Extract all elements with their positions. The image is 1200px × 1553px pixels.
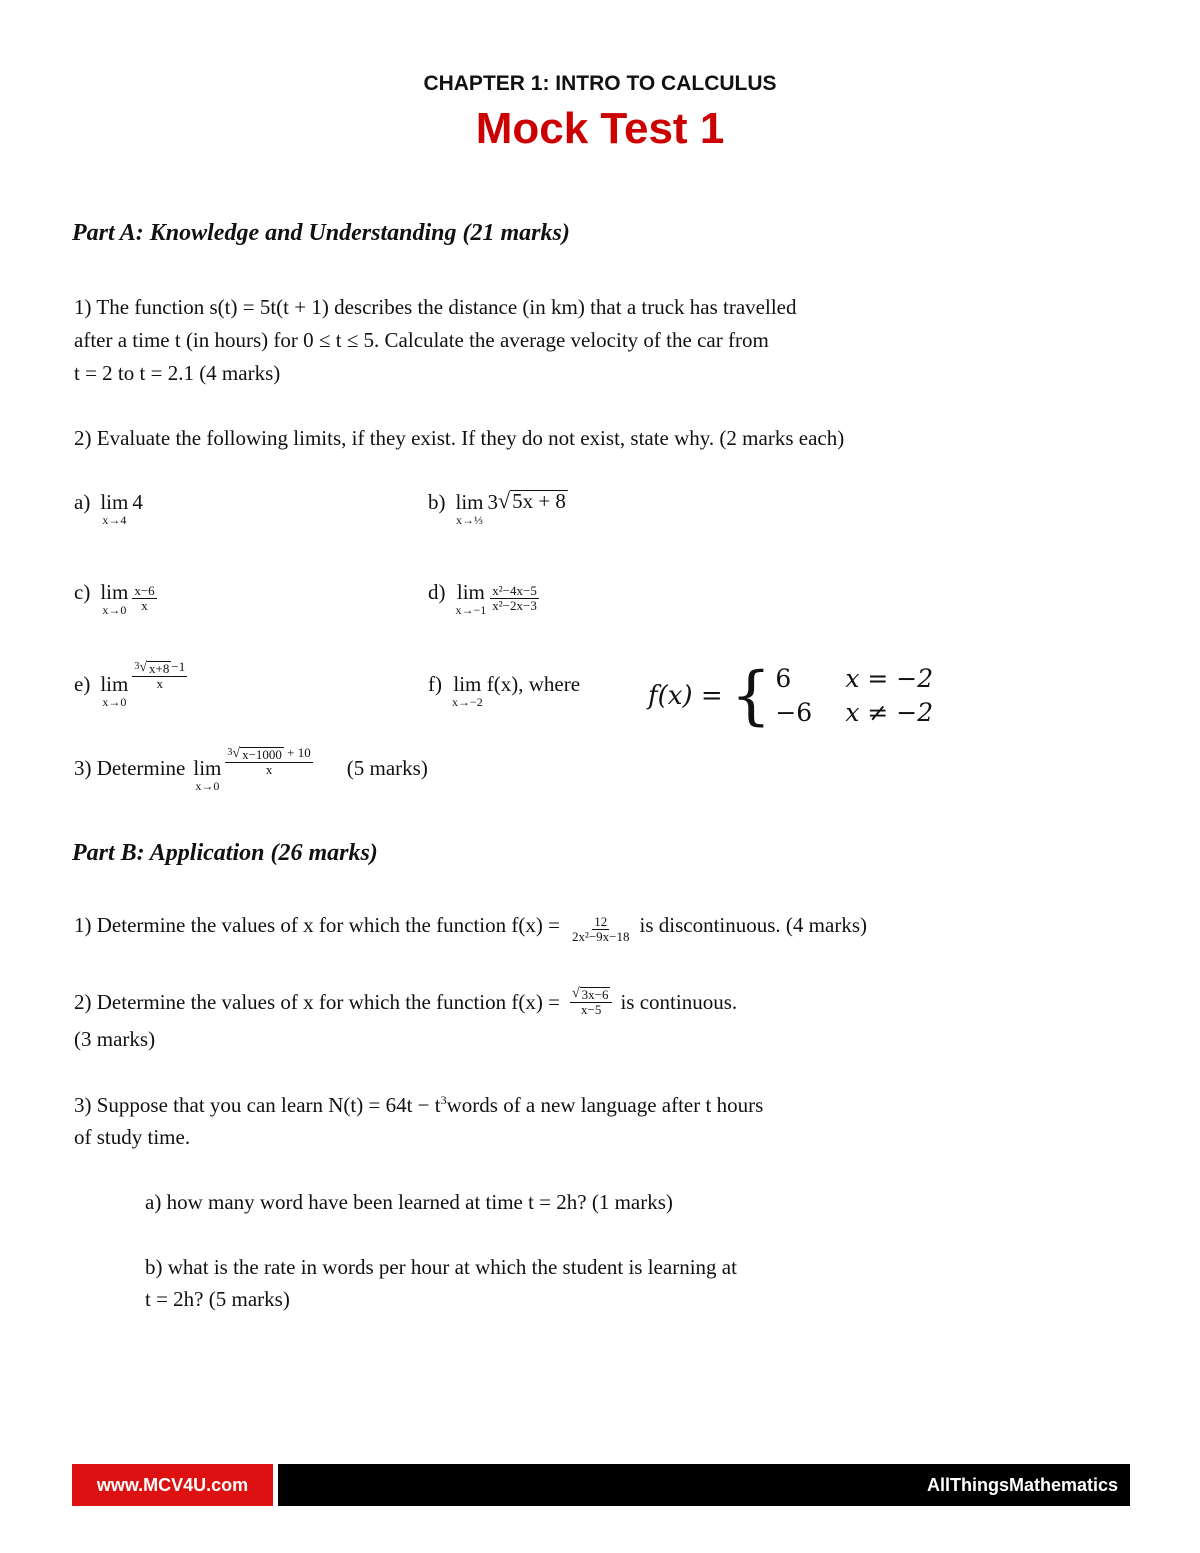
piecewise-function	[648, 659, 934, 733]
footer-brand: AllThingsMathematics	[278, 1464, 1130, 1506]
numerator: $^3$ √ x+8 −1	[134, 659, 186, 676]
a-q1-line2: after a time t (in hours) for 0 ≤ t ≤ 5. Calculate the average velocity of the car from	[74, 328, 769, 352]
numerator: x−6	[134, 583, 155, 598]
page-title: Mock Test 1	[475, 104, 725, 153]
a-q2-prompt: 2) Evaluate the following limits, if they exist. If they do not exist, state why. (2 marks each)	[74, 426, 845, 450]
suffix: is continuous.	[620, 990, 738, 1014]
denominator: x−5	[581, 1002, 602, 1017]
lim-sub: x→0	[195, 779, 220, 793]
suffix: is discontinuous. (4 marks)	[639, 913, 867, 937]
lim-word: lim	[100, 672, 129, 696]
lim-word: lim	[456, 580, 485, 604]
lim-sub: x→0	[102, 603, 127, 617]
lim-word: lim	[100, 580, 129, 604]
lim-word: lim	[100, 490, 129, 514]
sqrt: √ 5x + 8	[498, 488, 566, 513]
chapter-heading: CHAPTER 1: INTRO TO CALCULUS	[423, 72, 777, 95]
prefix: 3) Determine	[74, 756, 186, 780]
b-q3-b-line1: b) what is the rate in words per hour at which the student is learning at	[145, 1255, 737, 1279]
label: f)	[428, 672, 442, 696]
case2-condition: x ≠ −2	[845, 698, 934, 727]
lim-sub: x→0	[102, 695, 127, 709]
denominator: x	[141, 598, 148, 613]
a-q1-line3: t = 2 to t = 2.1 (4 marks)	[74, 361, 281, 385]
left-brace-icon: {	[730, 659, 772, 733]
b-q3-a: a) how many word have been learned at time t = 2h? (1 marks)	[145, 1190, 673, 1214]
lim-word: lim	[453, 672, 482, 696]
limit-c	[74, 580, 157, 616]
b-q3-line2: of study time.	[74, 1125, 191, 1149]
b-q1	[74, 913, 867, 944]
limit-a	[74, 490, 143, 526]
label: d)	[428, 580, 446, 604]
label: a)	[74, 490, 91, 514]
lim-sub: x→−2	[452, 695, 483, 709]
b-q3-line1: 3) Suppose that you can learn $N(t) = 64t - t^3words$ of a new language after t hours	[74, 1093, 764, 1117]
denominator: x	[265, 762, 273, 777]
radicand: 5x + 8	[512, 489, 566, 513]
expr: 4	[132, 490, 143, 514]
denominator: x	[156, 676, 164, 691]
lim-word: lim	[455, 490, 484, 514]
lim-sub: x→⅓	[456, 513, 483, 527]
prefix: 1) Determine the values of x for which the function f(x) =	[74, 913, 560, 937]
expr: f(x), where	[486, 672, 581, 696]
a-q3	[74, 745, 428, 793]
label: b)	[428, 490, 446, 514]
lim-sub: x→−1	[455, 603, 487, 617]
numerator: x²−4x−5	[492, 583, 537, 598]
prefix: 2) Determine the values of x for which the function f(x) =	[74, 990, 560, 1014]
label: e)	[74, 672, 91, 696]
limit-e	[74, 659, 187, 709]
fx-label: f(x) =	[648, 681, 723, 711]
part-b-heading: Part B: Application (26 marks)	[72, 840, 378, 866]
label: c)	[74, 580, 91, 604]
b-q3-b-line2: t = 2h? (5 marks)	[145, 1287, 290, 1311]
numerator: $^3$ √ x−1000 + 10	[227, 745, 311, 762]
lim-word: lim	[193, 756, 222, 780]
lim-sub: x→4	[102, 513, 127, 527]
limit-d	[428, 580, 539, 616]
numerator: √ 3x−6	[570, 986, 613, 1003]
marks: (5 marks)	[346, 756, 428, 780]
limit-b	[428, 490, 568, 526]
b-q2-marks: (3 marks)	[74, 1027, 156, 1051]
b-q2	[74, 986, 738, 1017]
part-a-heading: Part A: Knowledge and Understanding (21 marks)	[72, 220, 570, 246]
footer-website: www.MCV4U.com	[72, 1464, 273, 1506]
a-q1-line1: 1) The function s(t) = 5t(t + 1) describes the distance (in km) that a truck has travelled	[74, 295, 797, 319]
case1-value: 6	[775, 664, 792, 693]
case1-condition: x = −2	[845, 664, 934, 693]
denominator: x²−2x−3	[492, 598, 537, 613]
numerator: 12	[594, 914, 608, 929]
case2-value: −6	[775, 698, 813, 727]
coef: 3	[487, 490, 499, 514]
limit-f	[428, 672, 580, 708]
denominator: 2x²−9x−18	[571, 929, 630, 944]
